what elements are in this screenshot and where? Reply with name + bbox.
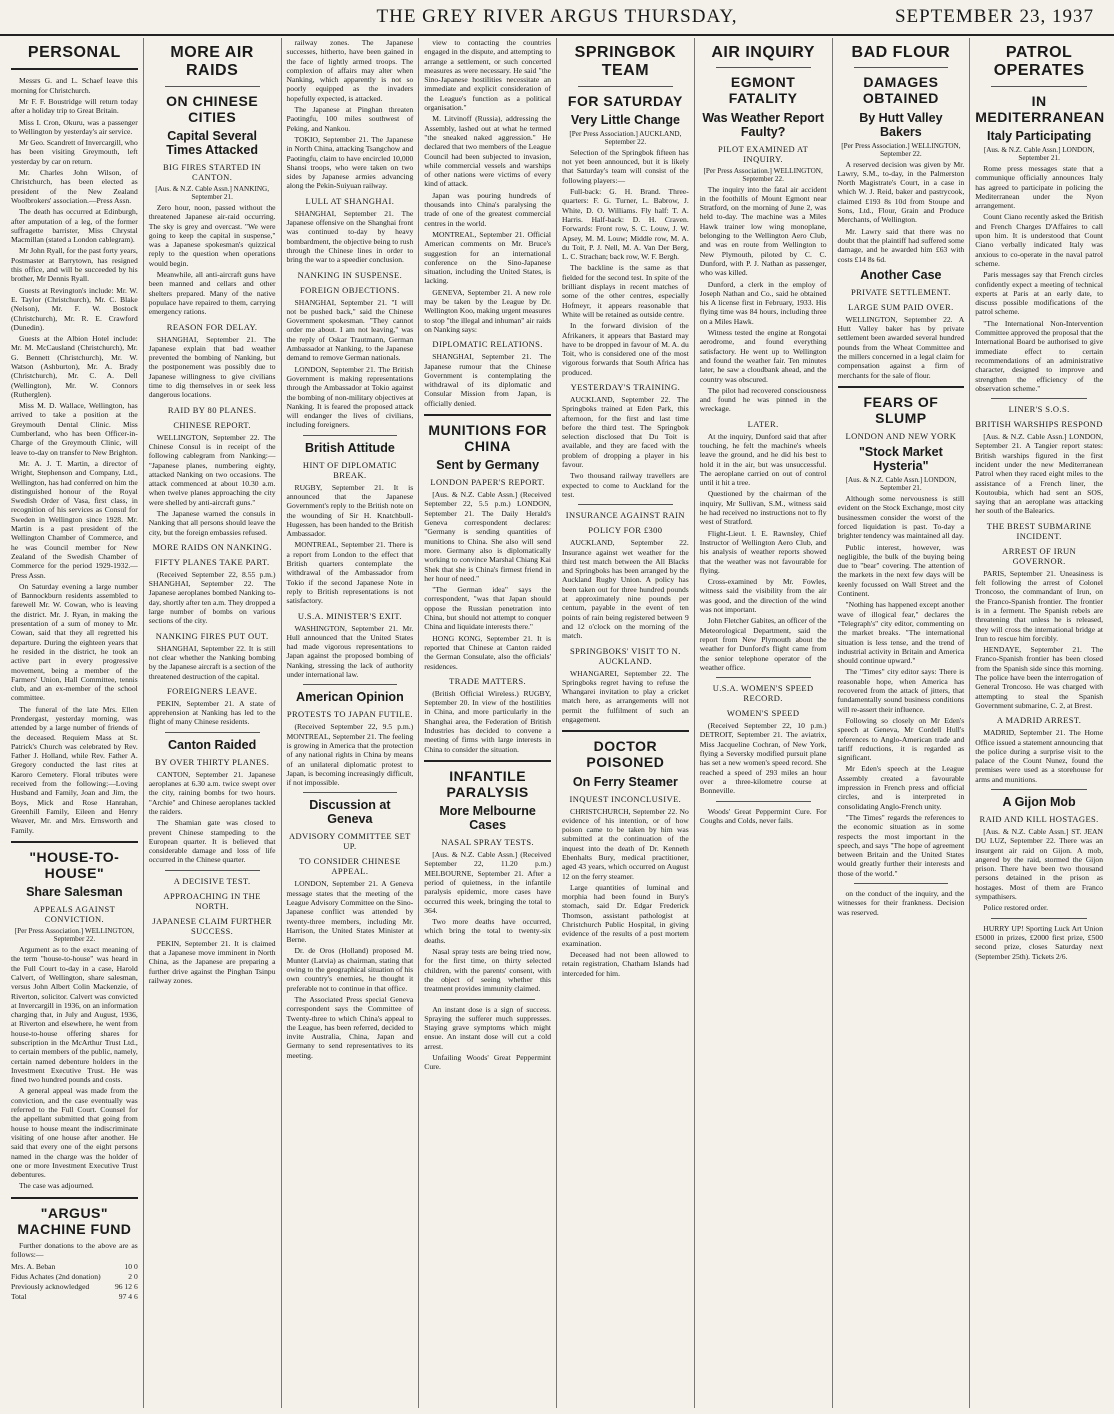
divider <box>991 918 1087 919</box>
headline-bad-flour: BAD FLOUR <box>851 44 951 61</box>
paragraph: WHANGAREI, September 22. The Springboks regret having to refuse the Whangarei invitation to play a cricket match here, as arrangements will not permit the fulfilment of such an engagement. <box>562 668 689 725</box>
paragraph: WELLINGTON, September 22. The Chinese Consul is in receipt of the following cablegram from Nanking:— "Japanese planes, numbering eighty, attacked Nanking on two occasions. The attack commenced at about 10.30 a.m. when twelve planes approaching the city were shelled by anti-aircraft guns." <box>148 432 276 507</box>
paragraph: Miss M. D. Wallace, Wellington, has arrived to take a position at the Greymouth Dental Clinic. Miss Cumberland, who has been Officer-in-Charge of the Greymouth Clinic, will leave to-day on transfer to New Brighton. <box>11 401 138 457</box>
divider <box>838 386 965 388</box>
paragraph: AUCKLAND, September 22. Insurance against wet weather for the third test match between the All Blacks and Springboks has been arranged by the Auckland Rugby Union. A policy has been taken out for three hundred pounds at approximately nine pounds per centum, payable in the event of ten points of rain being registered between 9 and 12 o'clock on the morning of the match. <box>562 538 689 641</box>
subhead-weather-report: Was Weather Report Faulty? <box>702 110 824 139</box>
paragraph: At the inquiry, Dunford said that after touching, he felt the machine's wheels leave the ground, and he did his best to hold it in the air, but was unsuccessful. The aeroplane carried on out of control until it hit a tree. <box>699 431 827 488</box>
headline-machine-fund: "ARGUS" MACHINE FUND <box>17 1204 132 1237</box>
paragraph: [Aus. & N.Z. Cable Assn.] (Received September 22, 11.20 p.m.) MELBOURNE, September 21. After a period of quietness, in the infantile paralysis epidemic, more cases have occurred this week, bringing the total to 364. <box>424 850 551 915</box>
paragraph: HONG KONG, September 21. It is reported that Chinese at Canton raided the German Consulate, also the officials' residences. <box>424 633 551 671</box>
divider <box>562 730 689 732</box>
fund-row <box>11 1282 138 1292</box>
small-heading: WOMEN'S SPEED <box>726 708 800 719</box>
divider <box>303 684 398 685</box>
paragraph: Further donations to the above are as follows:— <box>11 1240 138 1260</box>
paragraph: Mr Eden's speech at the League Assembly created a favourable impression in French press and official circles, and is interpreted in consolidating Anglo-French unity. <box>837 764 965 811</box>
paragraph: Nasal spray tests are being tried now, for the first time, on thirty selected children, with the parents' consent, with the object of seeing whether this treatment provides immunity claimed. <box>424 947 551 994</box>
paragraph: A reserved decision was given by Mr. Lawry, S.M., to-day, in the Palmerston North Magistrate's Court, in a case in which W. J. Reid, baker and pastrycook, claimed £193 8s 10d from Stoupe and Sons, Ltd., Flour, Grain and Produce Merchants, of Wellington. <box>837 159 965 225</box>
subhead-italy: Italy Participating <box>987 128 1092 143</box>
column-1 <box>6 38 144 1408</box>
divider <box>716 677 811 678</box>
divider <box>11 1197 138 1199</box>
paragraph: MADRID, September 21. The Home Office issued a statement announcing that the police during a surprise visit to the palace of the Count Nunez, found the premises were used as a storehouse for arms and munitions. <box>975 728 1103 784</box>
headline-more-air-raids: MORE AIR RAIDS <box>170 44 254 80</box>
small-heading: DIPLOMATIC RELATIONS. <box>432 339 543 350</box>
small-heading: MORE RAIDS ON NANKING. <box>152 541 272 552</box>
paragraph: Japan was pouring hundreds of thousands into China's paralysing the trade of one of the greatest commercial centres in the world. <box>424 190 551 228</box>
paragraph: Full-back: G. H. Brand. Three-quarters: F. G. Turner, L. Babrow, J. White, D. O. Williams. Fly half: T. A. Harris. Half-back: D. H. Craven. Forwards: Front row, S. C. Louw, J. W. Apsey, M. M. Louw; Middle row, M. A. du Toit, P. J. Nell, M. A. Van Der Berg, L. C. Strachan; back row, W. F. Bergh. <box>562 187 689 262</box>
paragraph: RUGBY, September 21. It is announced that the Japanese Government's reply to the British note on the wounding of Sir H. Knatchbull-Hugessen, has been handed to the British Ambassador. <box>286 482 414 539</box>
paragraph: On Saturday evening a large number of Bannockburn residents assembled to farewell Mr. W. Cowan, who is leaving the district. Mr. J. Ryan, in making the presentation of a sum of money to Mr. Cowan, said that they all regretted his departure. During the eighteen years that he resided in the district, he took an active part in every progressive movement, being a member of the Farmers' Union, Hall Committee, tennis club, and an ex-member of the school committee. <box>11 581 138 703</box>
dateline: [Per Press Association.] WELLINGTON, September 22. <box>14 927 135 944</box>
paragraph: The Shamian gate was closed to prevent Chinese stampeding to the European quarter. It is believed that considerable damage and loss of life occurred in the Chinese quarter. <box>148 818 276 865</box>
advertisement-text: An instant dose is a sign of success. Spraying the sufferer much suppresses. Staying grave symptoms which might ensue. An instant dose will cut a cold arrest. <box>424 1004 551 1051</box>
paragraph: WASHINGTON, September 21. Mr. Hull announced that the United States had made vigorous representations to Japan against the proposed bombing of Nanking, stressing the lack of authority under international law. <box>286 623 414 680</box>
small-heading: RAID BY 80 PLANES. <box>167 404 257 415</box>
paragraph: The "Times" city editor says: There is reasonable hope, when America has recovered from the attack of jitters, that fundamentally sound business conditions will re-assert their influence. <box>837 667 965 714</box>
paragraph: SHANGHAI, September 21. The Japanese explain that bad weather prevented the bombing of Nanking, but the postponement was possibly due to Japanese willingness to give civilians time to dig themselves in or seek less dangerous locations. <box>148 334 276 400</box>
paragraph: Guests at the Albion Hotel include: Mr. M. McCausland (Christchurch), Mr. G. Bennett (Christchurch), Mr. W. Watson (Ashburton), Mr. A. Brady (Christchurch), Mr. C. A. Dell (Wellington), Mr. W. Connors (Rutherglen). <box>11 334 138 399</box>
small-heading: LINER'S S.O.S. <box>1008 404 1070 415</box>
advertisement-text: HURRY UP! Sporting Luck Art Union £5000 in prizes, £2000 first prize, £500 second prize, closes Saturday next (September 25th). Tickets 2/6. <box>975 923 1103 961</box>
masthead <box>0 0 1114 36</box>
small-heading: PROTESTS TO JAPAN FUTILE. <box>286 709 413 720</box>
subhead-little-change: Very Little Change <box>570 112 680 127</box>
paragraph: Cross-examined by Mr. Fowles, witness said the visibility from the air was good, and the direction of the wind was not important. <box>699 577 827 615</box>
divider <box>303 792 398 793</box>
dateline: [Per Press Association.] WELLINGTON, September 22. <box>841 141 961 158</box>
fund-total-row <box>11 1292 138 1302</box>
small-heading: FOREIGN OBJECTIONS. <box>300 284 400 295</box>
small-heading: RAID AND KILL HOSTAGES. <box>979 814 1099 824</box>
paragraph: Miss I. Cron, Okuru, was a passenger to Wellington by yesterday's air service. <box>11 117 138 136</box>
headline-for-saturday: FOR SATURDAY <box>567 92 683 109</box>
paragraph: Mr. A. J. T. Martin, a director of Wright, Stephenson and Company, Ltd., Wellington, has had conferred on him the distinguished honour of the Royal Swedish Order of Vasa, first class, in recognition of his services as Consul for Sweden in Wellington since 1928. Mr. Martin is a past president of the Wellington Chamber of Commerce, and he was Council member for New Zealand of the Swedish Chamber of Commerce for the period 1929-1932.—Press Assn. <box>11 458 138 580</box>
paragraph: Police restored order. <box>983 903 1048 913</box>
small-heading: FIFTY PLANES TAKE PART. <box>154 556 270 567</box>
small-heading: U.S.A. MINISTER'S EXIT. <box>297 610 402 621</box>
paragraph: "The Times" regards the references to the economic situation as in some respects the most important in the speech, and says "The hope of agreement between Britain and the United States would greatly further their interests and those of the world." <box>837 812 965 878</box>
column-3 <box>282 38 420 1408</box>
divider <box>716 67 811 68</box>
paragraph: M. Litvinoff (Russia), addressing the Assembly, lashed out at what he termed "the sneaked naked aggression." He declared that two members of the League Council had been subjected to invasion, while commercial vessels and warships of other nations were victims of every kind of attack. <box>424 114 551 189</box>
column-4 <box>419 38 557 1408</box>
fund-amount: 96 12 6 <box>114 1281 138 1291</box>
paragraph: Selection of the Springbok fifteen has not yet been announced, but it is likely that Saturday's team will consist of the following players:— <box>562 147 689 185</box>
advertisement-text: Unfailing Woods' Great Peppermint Cure. <box>424 1053 551 1072</box>
paragraph: Dr. de Oros (Holland) proposed M. Munter (Latvia) as chairman, stating that owing to the geographical situation of his own country's enemies, he thought it preferable not to continue in that office. <box>286 946 414 993</box>
advertisement-text: Woods' Great Peppermint Cure. For Coughs and Colds, never fails. <box>699 806 827 825</box>
divider <box>854 67 949 68</box>
divider <box>991 86 1087 87</box>
paragraph: Paris messages say that French circles confidently expect a meeting of technical experts at Paris at an early date, to discuss possible modifications of the patrol scheme. <box>975 270 1103 317</box>
small-heading: INQUEST INCONCLUSIVE. <box>569 793 682 804</box>
headline-munitions: MUNITIONS FOR CHINA <box>428 421 547 455</box>
dateline: [Per Press Association.] WELLINGTON, September 22. <box>703 166 823 183</box>
paragraph: SHANGHAI, September 21. The Japanese offensive on the Shanghai front was continued to-day by heavy bombardment, the objective being to rush through the Chinese lines in order to bring the war to a speedier conclusion. <box>286 208 414 265</box>
paragraph: Dunford, a clerk in the employ of Joseph Nathan and Co., said he obtained his A license first in February, 1933. His flying time was 84 hours, including three on a Miles Hawk. <box>699 279 827 326</box>
small-heading: NASAL SPRAY TESTS. <box>441 837 535 848</box>
fund-amount: 2 0 <box>128 1271 138 1281</box>
subhead-canton-raided: Canton Raided <box>168 737 257 752</box>
issue-date: SEPTEMBER 23, 1937 <box>894 6 1094 27</box>
headline-doctor-poisoned: DOCTOR POISONED <box>586 738 665 771</box>
paragraph: "The International Non-Intervention Committee approved the proposal that the International Board be authorised to give immediate effect to certain recommendations of an administrative character, designed to improve and strengthen the efficiency of the observation scheme." <box>975 318 1103 393</box>
divider <box>165 86 260 87</box>
fund-amount: 10 0 <box>124 1261 138 1271</box>
paragraph: MONTREAL, September 21. There is a report from London to the effect that British quarters contemplate the withdrawal of the Ambassador from Tokio if the second Japanese Note in reply to British representations is not satisfactory. <box>286 540 414 606</box>
paragraph: Mr. Charles John Wilson, of Christchurch, has been elected as president of the New Zealand Woolbrokers' association.—Press Assn. <box>11 168 138 205</box>
paragraph: Mr. Lawry said that there was no doubt that the plaintiff had suffered some damage, and he awarded him £63 with costs £14 8s 6d. <box>837 226 965 264</box>
paragraph: Flight-Lieut. I. E. Rawnsley, Chief Instructor of Wellington Aero Club, and his analysis of weather reports showed that the weather was not favourable for flying. <box>699 528 827 575</box>
small-heading: LULL AT SHANGHAI. <box>305 195 395 206</box>
small-heading: BRITISH WARSHIPS RESPOND <box>975 419 1103 430</box>
column-8 <box>970 38 1108 1408</box>
paragraph: "The German idea" says the correspondent, "was that Japan should oppose the Russian penetration into China, but should not attempt to conquer China and liquidate interests there." <box>424 585 551 632</box>
paragraph: The case was adjourned. <box>19 1181 94 1191</box>
divider <box>991 398 1087 399</box>
paragraph: Mr John Ryall, for the past forty years, Postmaster at Barrytown, has resigned this office, and will be succeeded by his brother, Mr Dennis Ryall. <box>11 246 138 284</box>
small-heading: YESTERDAY'S TRAINING. <box>570 382 681 392</box>
paragraph: WELLINGTON, September 22. A Hutt Valley baker has by private settlement been awarded several hundred pounds from the Wheat Committee and the millers concerned in a legal claim for compensation against a firm of merchants for the sale of flour. <box>837 314 965 380</box>
paragraph: [Aus. & N.Z. Cable Assn.] (Received September 22, 5.5 p.m.) LONDON, September 21. The Daily Herald's Geneva correspondent declares: "Germany is sending quantities of munitions to China. She also will send more. Germany also is diplomatically working to convince Marshal Chiang Kai Shek that she is China's firmest friend in her hour of need." <box>424 490 551 583</box>
fund-row <box>11 1272 138 1282</box>
paragraph: MONTREAL, September 21. Official American comments on Mr. Bruce's suggestion for an international conference on the Sino-Japanese situation, including the United States, is lacking. <box>424 229 551 286</box>
divider <box>440 999 535 1000</box>
fund-donor: Previously acknowledged <box>11 1281 90 1291</box>
paragraph: view to contacting the countries engaged in the dispute, and attempting to arrange a settlement, or such concerted measures as were necessary. He said "the Sino-Japanese hostilities necessitate an immediate and explicit consideration of the League's function as a political organisation." <box>424 38 551 113</box>
small-heading: TO CONSIDER CHINESE APPEAL. <box>299 856 401 877</box>
small-heading: SPRINGBOKS' VISIT TO N. AUCKLAND. <box>570 645 681 666</box>
divider <box>303 435 398 436</box>
small-heading: APPEALS AGAINST CONVICTION. <box>33 904 116 925</box>
divider <box>165 732 260 733</box>
subhead-another-case: Another Case <box>860 267 942 282</box>
paragraph: Large quantities of luminal and morphia had been found in Bury's stomach, said Dr. Edgar Frederick Thomson, assistant pathologist at Christchurch Public Hospital, in giving evidence of the results of a post mortem examination. <box>562 882 689 948</box>
small-heading: LONDON PAPER'S REPORT. <box>430 477 545 488</box>
dateline: [Per Press Association.] AUCKLAND, September 22. <box>569 129 682 146</box>
small-heading: TRADE MATTERS. <box>449 675 527 686</box>
subhead-share-salesman: Share Salesman <box>26 885 123 900</box>
divider <box>11 841 138 843</box>
dateline: [Aus. & N.Z. Cable Assn.] NANKING, September 21. <box>155 184 270 201</box>
paragraph: In the forward division of the Afrikaners, it appears that Bastard may have to be dropped in favour of M. A. du Toit, who is considered one of the most vigorous forwards that South Africa has produced. <box>562 321 689 377</box>
paragraph: Meanwhile, all anti-aircraft guns have been manned and cellars and other shelters prepared. Many of the native populace have repaired to them, carrying emergency rations. <box>148 270 276 317</box>
paragraph: Although some nervousness is still evident on the Stock Exchange, most city businessmen consider the worst of the forced liquidation is past. To-day a brighter tendency was maintained all day. <box>837 494 965 541</box>
small-heading: U.S.A. WOMEN'S SPEED RECORD. <box>712 683 814 704</box>
paragraph: CHRISTCHURCH, September 22. No evidence of his intention, or of how poison came to be taken by him was submitted at the continuation of the inquest into the death of Dr. Kenneth Ebenhalts Bury, medical practitioner, aged 43 years, which occurred on August 12 on the ferry steamer. <box>562 806 689 881</box>
paragraph: "Nothing has happened except another wave of illogical fear," declares the "Telegraph's" city editor, commenting on the market breaks. "The international situation is less tense, and the trend of industrial activity in Britain and America should continue upward." <box>837 600 965 666</box>
small-heading: ADVISORY COMMITTEE SET UP. <box>288 831 411 852</box>
headline-air-inquiry: AIR INQUIRY <box>711 44 815 61</box>
small-heading: ARREST OF IRUN GOVERNOR. <box>1002 545 1077 566</box>
headline-personal: PERSONAL <box>27 44 121 61</box>
small-heading: FOREIGNERS LEAVE. <box>167 685 258 696</box>
divider <box>578 86 673 87</box>
paragraph: (Received September 22, 8.55 p.m.) SHANGHAI, September 22. The Japanese aeroplanes bombed Nanking to-day, shortly after ten a.m. They dropped a large number of bombs on various sections of the city. <box>148 569 276 626</box>
headline-house-to-house: "HOUSE-TO-HOUSE" <box>29 848 120 881</box>
subhead-hutt-valley: By Hutt Valley Bakers <box>859 110 943 139</box>
paragraph: Two thousand railway travellers are expected to come to Auckland for the test. <box>562 471 689 499</box>
paragraph: The inquiry into the fatal air accident in the foothills of Mount Egmont near Stratford, on the morning of June 2, was held to-day. The machine was a Miles Hawk trainer low wing monoplane, belonging to the Wellington Aero Club, and was en route from Wellington to New Plymouth, piloted by C. C. Dunford, with P. J. Nathan as passenger, who was killed. <box>699 184 827 278</box>
small-heading: A MADRID ARREST. <box>996 715 1082 726</box>
small-heading: LONDON AND NEW YORK <box>845 431 957 442</box>
fund-donor: Mrs. A. Beban <box>11 1261 56 1271</box>
paragraph: (Received September 22, 10 p.m.) DETROIT, September 21. The aviatrix, Miss Jacqueline Cochran, of New York, flying a Seversky modified pursuit plane has set a new women's speed record. She reached a speed of 293 miles an hour over a three-kilometre course at Bonneville. <box>699 721 827 796</box>
paragraph: SHANGHAI, September 22. It is still not clear whether the Nanking bombing by the Japanese aircraft is a section of the threatened destruction of the capital. <box>148 643 276 681</box>
subhead-american-opinion: American Opinion <box>296 690 404 705</box>
subhead-british-attitude: British Attitude <box>304 440 395 455</box>
dateline: [Aus. & N.Z. Cable Assn.] LONDON, September 21. <box>845 476 957 493</box>
subhead-ferry-steamer: On Ferry Steamer <box>572 774 678 789</box>
paragraph: The Japanese warned the consuls in Nanking that all persons should leave the city, but the foreign embassies refused. <box>148 508 276 537</box>
column-6 <box>695 38 833 1408</box>
paragraph: Rome press messages state that a communique officially announces Italy has agreed to participate in policing the Mediterranean under the Nyon arrangement. <box>975 163 1103 211</box>
column-2 <box>144 38 282 1408</box>
divider <box>991 789 1087 790</box>
headline-infantile-paralysis: INFANTILE PARALYSIS <box>446 767 529 800</box>
divider <box>165 870 260 871</box>
divider <box>424 414 551 416</box>
paragraph: SHANGHAI, September 21. "I will not be pushed back," said the Chinese Government spokesman. "They cannot order me about. I am not leaving," was the reply of Oskar Trautmann, German Ambassador at Nanking, to the Japanese demand to remove German nationals. <box>286 297 414 363</box>
paragraph: LONDON, September 21. The British Government is making representations through the Ambassador at Tokio against the bombing of non-military objectives at Nanking. It is feared the proposed attack will endanger the lives of civilians, including foreigners. <box>286 364 414 430</box>
small-heading: HINT OF DIPLOMATIC BREAK. <box>302 459 397 480</box>
paragraph: The pilot had recovered consciousness and found he was pinned in the wreckage. <box>699 385 827 414</box>
paragraph: (British Official Wireless.) RUGBY, September 20. In view of the hostilities in China, and more particularly in the Shanghai area, the Federation of British Industries has decided to convene a meeting of firms with large interests in China to consider the situation. <box>424 688 551 754</box>
fund-total-amount: 97 4 6 <box>118 1291 138 1301</box>
divider <box>854 883 949 884</box>
paragraph: on the conduct of the inquiry, and the witnesses for their frankness. Decision was reserved. <box>837 888 965 917</box>
paragraph: TOKIO, September 21. The Japanese in North China, attacking Tsangchow and Paotingfu, claim to have encircled 10,000 Shansi troops, who were taken on two sides by Japanese armies advancing along the Pekin-Suiyuan railway. <box>286 134 414 191</box>
paragraph: Messrs G. and L. Schaef leave this morning for Christchurch. <box>11 76 138 95</box>
subhead-geneva: Discussion at Geneva <box>309 798 391 827</box>
subhead-capital-attacked: Capital Several Times Attacked <box>166 128 258 157</box>
paragraph: Questioned by the chairman of the inquiry, Mr Sullivan, S.M., witness said he had received no instructions not to fly west of Stratford. <box>699 489 827 527</box>
paragraph: The funeral of the late Mrs. Ellen Prendergast, yesterday morning, was attended by a large number of friends of the deceased. Requiem Mass at St. Patrick's Church was celebrated by Rev. Father J. Holland, while Rev. Father A. Gregory conducted the last rites at Karoro Cemetery. Floral tributes were received from the following:—Loving Husband and Family, Joan and Jim, the Boys, Mick and Rose Hanrahan, Greenhill Family, Eileen and Henry Weaver, Mr. and Mrs. Ernsworth and Family. <box>11 704 138 835</box>
paragraph: Two more deaths have occurred, which bring the total to twenty-six deaths. <box>424 917 551 945</box>
subhead-stock-market: "Stock Market Hysteria" <box>859 445 943 474</box>
newspaper-title: THE GREY RIVER ARGUS THURSDAY, <box>376 6 738 27</box>
paragraph: [Aus. & N.Z. Cable Assn.] LONDON, September 21. A Tangier report states: British warships figured in the first incident under the new Mediterranean Patrol when they raced eight miles to the assistance of a French liner, the Koutoubia, which had sent an SOS, saying that an aeroplane was attacking her south of the Balearics. <box>975 432 1103 516</box>
paragraph: Zero hour, noon, passed without the threatened Japanese air-raid occurring. The sky is grey and overcast. "We were going to keep the capital in suspense," was a Japanese spokesman's quizzical reply to the question when operations would begin. <box>148 202 276 268</box>
fund-donor: Fidus Achates (2nd donation) <box>11 1271 101 1281</box>
paragraph: SHANGHAI, September 21. The Japanese rumour that the Chinese Government is contemplating the withdrawal of its diplomatic and Consular Mission from Japan, is officially denied. <box>424 352 551 408</box>
divider <box>424 760 551 762</box>
paragraph: A general appeal was made from the conviction, and the case eventually was referred to the Full Court. Counsel for the appellant submitted that going from house to house meant the indiscriminate visiting of one house after another. He said that every one of the eight persons named in the charge was the holder of one or more Investment Executive Trust debentures. <box>11 1086 138 1180</box>
paragraph: PARIS, September 21. Uneasiness is felt following the arrest of Colonel Troncoso, the commandant of Irun, on the Franco-Spanish frontier. The frontier is in a ferment. The Spanish rebels are threatening that unless he is released, they will cross the international bridge at Irun to rescue him forcibly. <box>975 568 1103 643</box>
paragraph: Witness tested the engine at Rongotai aerodrome, and found everything satisfactory. He went up to Wellington and found the weather fair. Ten minutes later, he saw a cloudbank ahead, and the country was obscured. <box>699 328 827 384</box>
paragraph: HENDAYE, September 21. The Franco-Spanish frontier has been closed from the Spanish side since this morning. The police have been the interrogation of General Troncoso. He was charged with attempting to steal the Spanish Government submarine, C. 2, at Brest. <box>975 645 1103 710</box>
paragraph: PEKIN, September 21. A state of apprehension at Nanking has led to the flight of many Chinese residents. <box>148 698 276 727</box>
paragraph: Deceased had not been allowed to retain registration, Chatham Islands had interceded for him. <box>562 949 689 978</box>
paragraph: Mr Geo. Scandrett of Invercargill, who has been visiting Greymouth, left yesterday by car on return. <box>11 138 138 166</box>
divider <box>11 68 138 70</box>
paragraph: Public interest, however, was negligible, the bulk of the buying being due to "bear" covering. The attention of the markets in the next few days will be keenly focussed on Wall Street and the Continent. <box>837 542 965 599</box>
headline-mediterranean: IN MEDITERRANEAN <box>975 92 1105 125</box>
small-heading: CHINESE REPORT. <box>173 419 251 430</box>
divider <box>578 504 673 505</box>
small-heading: POLICY FOR £300 <box>588 525 663 536</box>
paragraph: GENEVA, September 21. A new role may be taken by the League by Dr. Wellington Koo, making urgent measures to stop "the illegal and inhuman" air raids on Nanking says: <box>424 287 551 334</box>
paragraph: Following so closely on Mr Eden's speech at Geneva, Mr Cordell Hull's references to Anglo-American trade and tariff reductions, it is regarded as significant. <box>837 715 965 763</box>
small-heading: BIG FIRES STARTED IN CANTON. <box>163 161 262 182</box>
subhead-gijon-mob: A Gijon Mob <box>1002 795 1076 809</box>
small-heading: APPROACHING IN THE NORTH. <box>163 890 261 911</box>
paragraph: The Associated Press special Geneva correspondent says the Committee of Twenty-three to which China's appeal to the League, has been referred, decided to invite Australia, China, Japan and Germany to send representatives to its meeting. <box>286 994 414 1060</box>
small-heading: JAPANESE CLAIM FURTHER SUCCESS. <box>152 915 272 936</box>
paragraph: Argument as to the exact meaning of the term "house-to-house" was heard in the Full Court to-day in a case, Harold Calvert, of Wellington, share salesman, versus John Albert Colin Mackenzie, of Riverton, solicitor. Calvert was convicted at Invercargill in 1936, on an information charging that, in July and August, 1936, at Riverton and elsewhere, he went from house-to-house offering shares for subscription in the McArthur Trust Ltd., to certain members of the public, namely, certain named debenture holders in the Investment Executive Trust. He was fined two hundred pounds and costs. <box>11 945 138 1085</box>
paragraph: [Aus. & N.Z. Cable Assn.] ST. JEAN DU LUZ, September 22. There was an insurgent air raid on Gijon. A mob, angered by the raid, stormed the Gijon prison. There have been two thousand persons detained in the prison as hostages. Most of them are Franco sympathisers. <box>975 827 1103 902</box>
paragraph: LONDON, September 21. A Geneva message states that the meeting of the League Advisory Committee on the Sino-Japanese conflict was attended by twenty-three members, including Mr. Harrison, the United States Minister at Berne. <box>286 879 414 945</box>
paragraph: The backline is the same as that fielded for the second test. In spite of the brilliant displays in recent matches of some of the other centres, especially Hofmeyr, it appears reasonable that White will be retained as outside centre. <box>562 263 689 319</box>
small-heading: NANKING IN SUSPENSE. <box>297 269 403 280</box>
headline-fears-of-slump: FEARS OF SLUMP <box>863 393 939 427</box>
fund-row <box>11 1262 138 1272</box>
paragraph: The death has occurred at Edinburgh, after amputation of a leg, of the former suffragette barrister, Miss Chrystal Macmillan (stated a London cablegram). <box>11 207 138 245</box>
headline-chinese-cities: ON CHINESE CITIES <box>166 92 259 125</box>
small-heading: INSURANCE AGAINST RAIN <box>565 510 685 521</box>
paragraph: Count Ciano recently asked the British and French Charges D'Affaires to call upon him. It is understood that Count Ciano verbally indicated Italy was anxious to co-operate in the naval patrol scheme. <box>975 212 1103 268</box>
page-columns <box>6 38 1108 1408</box>
paragraph: Mr F. F. Boustridge will return today after a holiday trip to Great Britain. <box>11 96 138 116</box>
small-heading: PILOT EXAMINED AT INQUIRY. <box>718 143 809 164</box>
paragraph: Guests at Revington's include: Mr. W. E. Taylor (Christchurch), Mr. C. Blake (Nelson), Mr. F. W. Bostock (Christchurch), Mr. R. E. Crawford (Dunedin). <box>11 285 138 332</box>
paragraph: (Received September 22, 9.5 p.m.) MONTREAL, September 21. The feeling is growing in America that the protection of any national rights in China by means of an unilateral diplomatic protest to Japan, is becoming increasingly difficult, if not impossible. <box>286 722 414 788</box>
column-7 <box>833 38 971 1408</box>
divider <box>716 801 811 802</box>
subhead-sent-by-germany: Sent by Germany <box>436 458 540 473</box>
paragraph: CANTON, September 21. Japanese aeroplanes at 6.30 a.m. twice swept over the city, raining bombs for two hours. "Archie" and Chinese aeroplanes tackled the raiders. <box>148 769 276 816</box>
headline-patrol-operates: PATROL OPERATES <box>993 44 1085 80</box>
small-heading: THE BREST SUBMARINE INCIDENT. <box>986 520 1092 541</box>
subhead-melbourne: More Melbourne Cases <box>439 804 536 833</box>
paragraph: The Japanese at Pinghan threaten Paotingfu, 100 miles southwest of Peking, and Nankou. <box>286 105 414 133</box>
headline-egmont-fatality: EGMONT FATALITY <box>728 74 798 107</box>
small-heading: A DECISIVE TEST. <box>173 875 251 886</box>
small-heading: NANKING FIRES PUT OUT. <box>155 630 269 641</box>
headline-springbok-team: SPRINGBOK TEAM <box>574 44 677 80</box>
small-heading: REASON FOR DELAY. <box>166 321 258 332</box>
column-5 <box>557 38 695 1408</box>
small-heading: BY OVER THIRTY PLANES. <box>155 756 270 767</box>
paragraph: AUCKLAND, September 22. The Springboks trained at Eden Park, this afternoon, for the first and last time before the third test. The Springbok selection disclosed that Du Toit is available, and they are faced with the problem of dropping a player in his favour. <box>562 395 689 470</box>
headline-damages-obtained: DAMAGES OBTAINED <box>862 74 939 107</box>
paragraph: railway zones. The Japanese successes, hitherto, have been gained in the face of lightly armed troops. The complexion of affairs may alter when Nanking, which apparently is not so poorly equipped as the invaders hopefully expected, is attacked. <box>286 38 414 103</box>
paragraph: PEKIN, September 21. It is claimed that a Japanese move imminent in North China, as the Japanese are preparing a further drive against the Pinghan Tsinpu railway zones. <box>148 938 276 985</box>
small-heading: PRIVATE SETTLEMENT. <box>850 286 951 297</box>
dateline: [Aus. & N.Z. Cable Assn.] LONDON, September 21. <box>983 145 1095 162</box>
small-heading: LARGE SUM PAID OVER. <box>848 301 954 312</box>
fund-total-label: Total <box>11 1291 27 1301</box>
paragraph: John Fletcher Gabites, an officer of the Meteorological Department, said the report from New Plymouth about the weather for Dunford's flight came from the senior telephone operator of the weather office. <box>699 616 827 672</box>
small-heading: LATER. <box>747 418 779 429</box>
